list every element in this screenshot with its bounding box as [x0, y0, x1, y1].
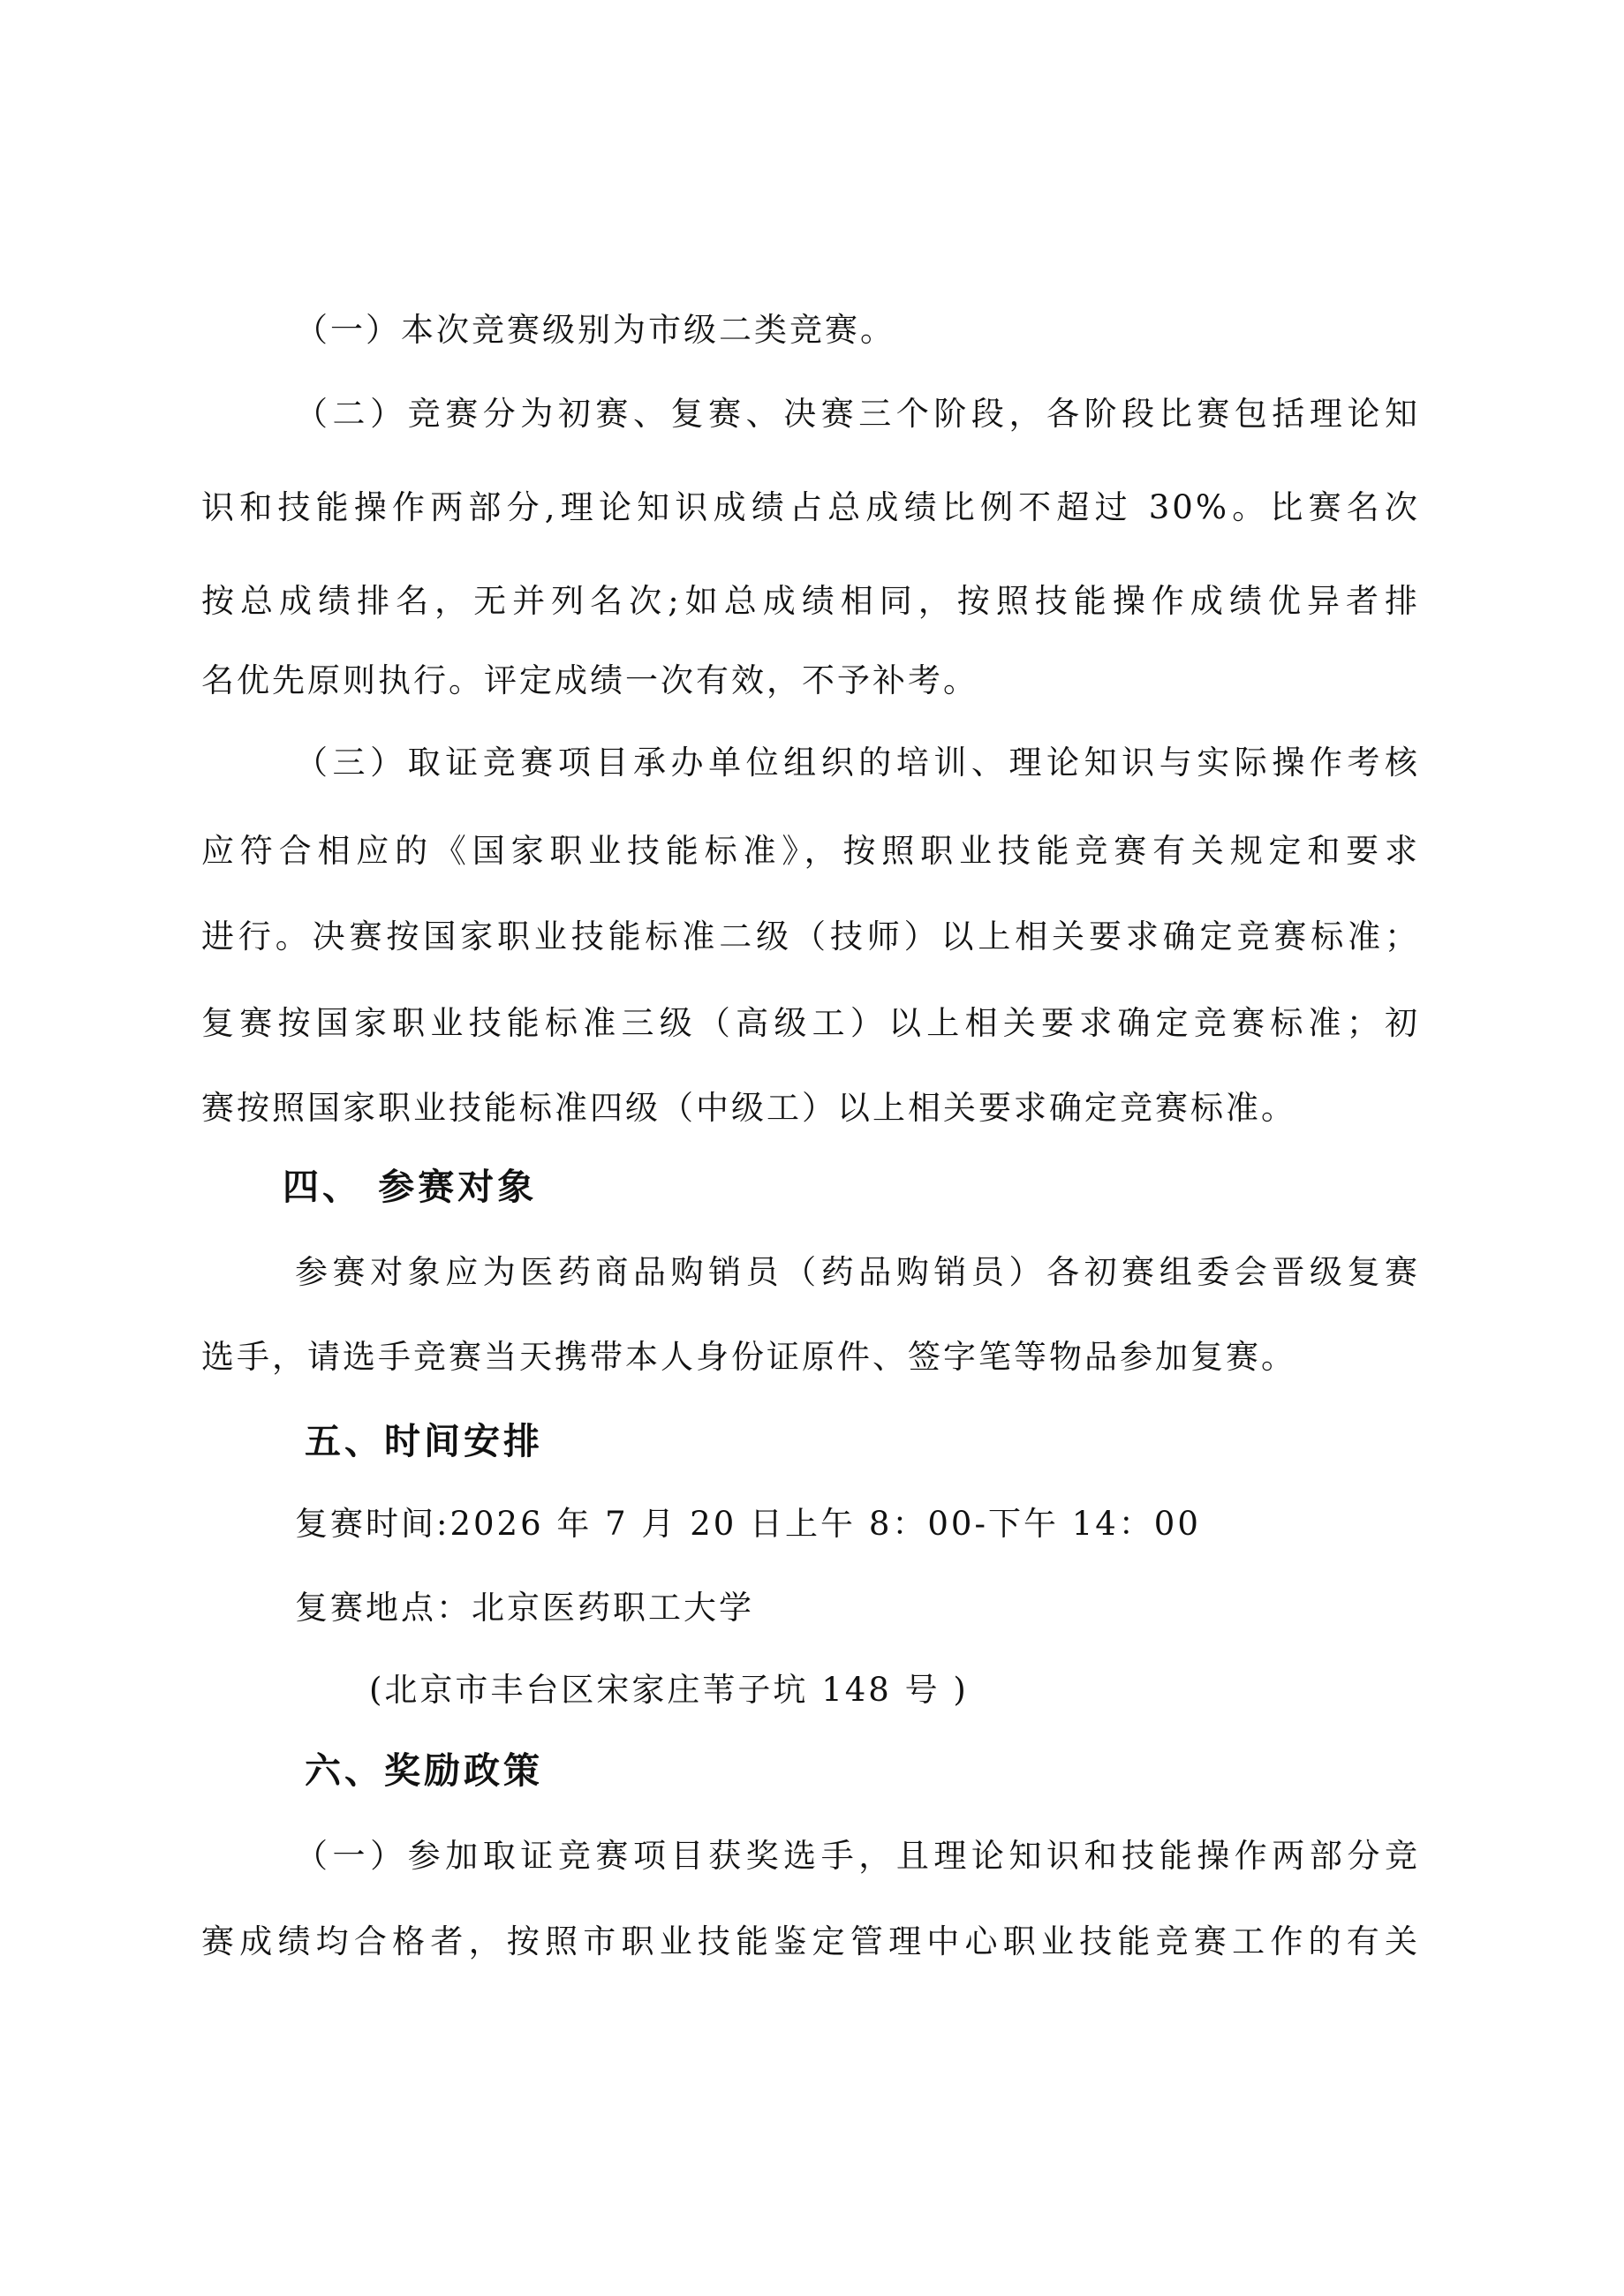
heading-rewards: 六、奖励政策 [305, 1749, 543, 1792]
heading-schedule: 五、时间安排 [305, 1420, 543, 1462]
schedule-place: 复赛地点：北京医药职工大学 [295, 1589, 754, 1627]
paragraph-standards-line-3: 进行。决赛按国家职业技能标准二级（技师）以上相关要求确定竞赛标准； [201, 918, 1420, 955]
paragraph-participants-line-1: 参赛对象应为医药商品购销员（药品购销员）各初赛组委会晋级复赛 [295, 1253, 1420, 1291]
paragraph-rewards-line-2: 赛成绩均合格者，按照市职业技能鉴定管理中心职业技能竞赛工作的有关 [201, 1922, 1420, 1960]
paragraph-stages-line-2: 识和技能操作两部分,理论知识成绩占总成绩比例不超过 30%。比赛名次 [201, 488, 1420, 526]
schedule-time: 复赛时间:2026 年 7 月 20 日上午 8：00-下午 14：00 [295, 1505, 1201, 1543]
paragraph-standards-line-5: 赛按照国家职业技能标准四级（中级工）以上相关要求确定竞赛标准。 [201, 1089, 1296, 1127]
paragraph-stages-line-1: （二）竞赛分为初赛、复赛、决赛三个阶段，各阶段比赛包括理论知 [295, 395, 1420, 433]
paragraph-standards-line-4: 复赛按国家职业技能标准三级（高级工）以上相关要求确定竞赛标准；初 [201, 1004, 1420, 1042]
paragraph-competition-level: （一）本次竞赛级别为市级二类竞赛。 [295, 311, 895, 349]
paragraph-stages-line-4: 名优先原则执行。评定成绩一次有效，不予补考。 [201, 661, 978, 699]
heading-participants: 四、 参赛对象 [283, 1166, 538, 1208]
paragraph-participants-line-2: 选手，请选手竞赛当天携带本人身份证原件、签字笔等物品参加复赛。 [201, 1338, 1296, 1376]
schedule-address: (北京市丰台区宋家庄苇子坑 148 号 ) [369, 1671, 969, 1709]
paragraph-standards-line-2: 应符合相应的《国家职业技能标准》，按照职业技能竞赛有关规定和要求 [201, 832, 1420, 870]
paragraph-standards-line-1: （三）取证竞赛项目承办单位组织的培训、理论知识与实际操作考核 [295, 744, 1420, 782]
paragraph-rewards-line-1: （一）参加取证竞赛项目获奖选手，且理论知识和技能操作两部分竞 [295, 1837, 1420, 1875]
paragraph-stages-line-3: 按总成绩排名，无并列名次;如总成绩相同，按照技能操作成绩优异者排 [201, 582, 1420, 620]
